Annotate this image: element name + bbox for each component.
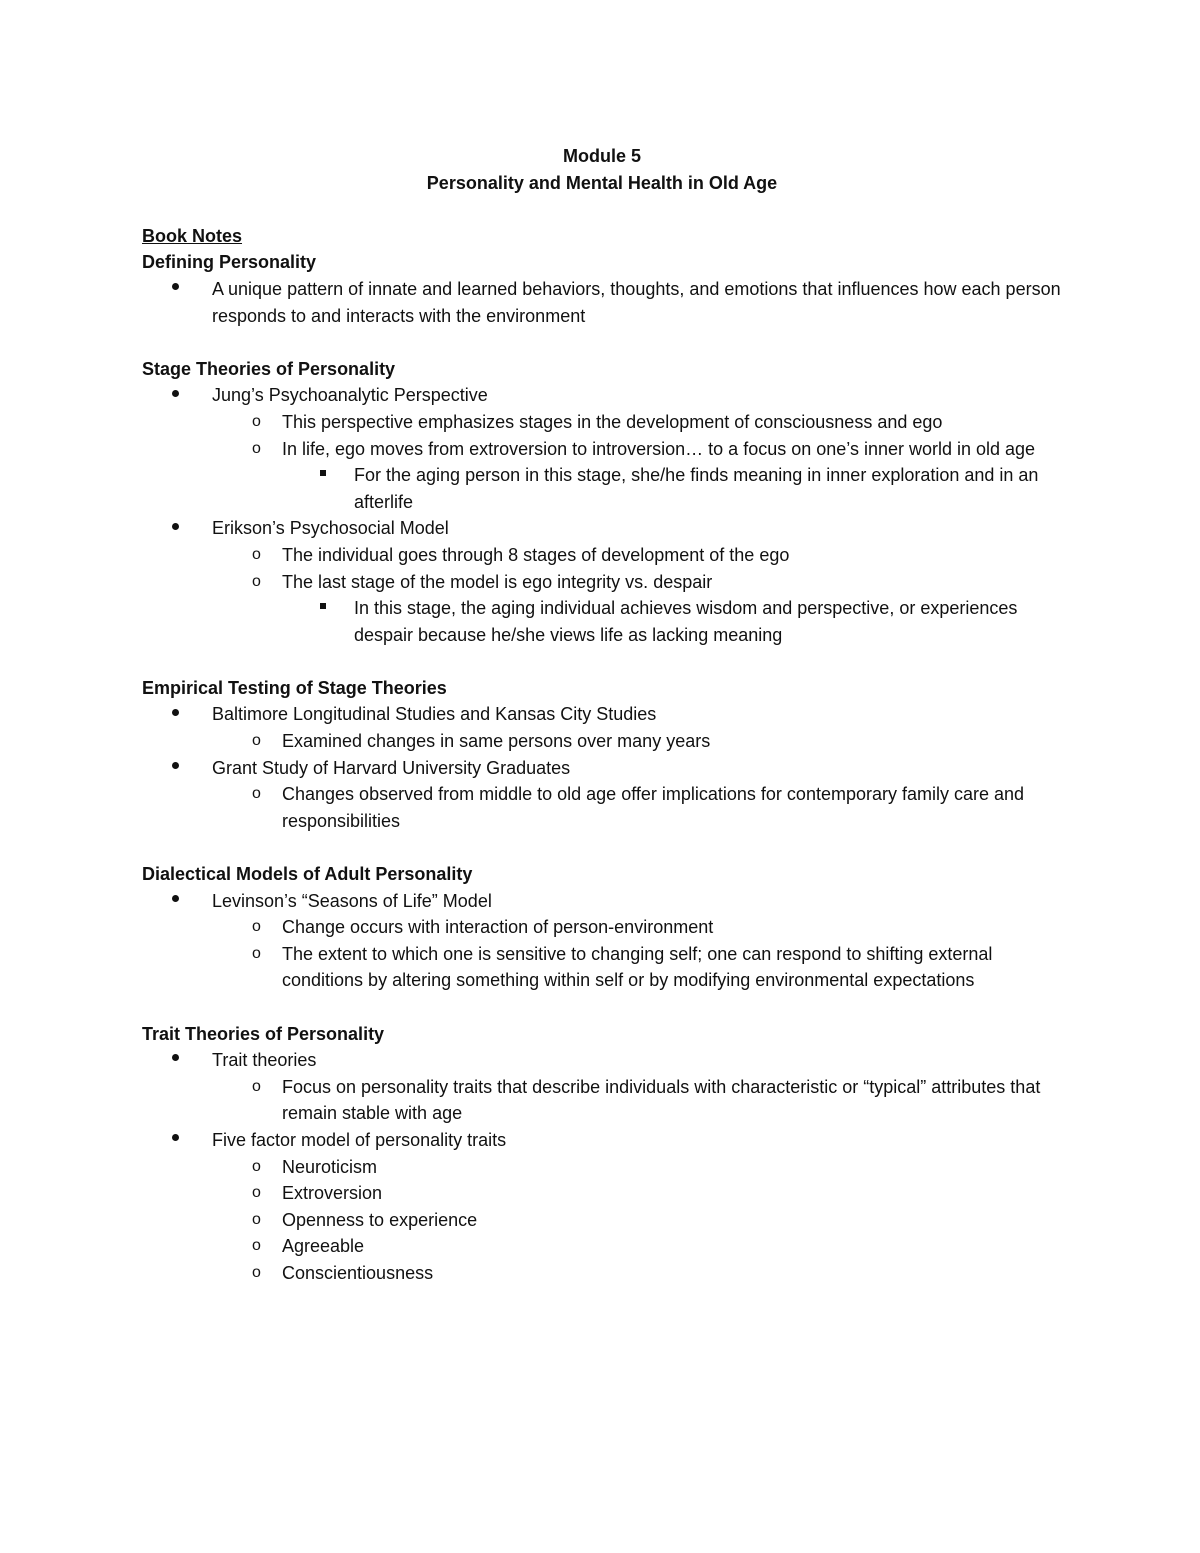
sub-sub-list-item — [142, 462, 1062, 515]
spacer — [142, 196, 1062, 223]
sub-list-item — [142, 1180, 1062, 1207]
bullet-circle-icon: o — [252, 1184, 261, 1202]
bullet-icon — [320, 462, 326, 489]
list-item-text: Trait theories — [212, 1050, 317, 1071]
sub-list-item-text: Agreeable — [282, 1236, 365, 1257]
sub-list-item-text: The individual goes through 8 stages of development of the ego — [282, 544, 790, 565]
sub-list-item — [142, 1207, 1062, 1234]
bullet-dot-icon — [172, 762, 179, 769]
bullet-icon — [172, 701, 179, 728]
sub-list-item-text: The last stage of the model is ego integrity vs. despair — [282, 571, 713, 592]
sub-list-item — [142, 1260, 1062, 1287]
bullet-dot-icon — [172, 283, 179, 290]
sub-list-item — [142, 728, 1062, 755]
bullet-square-icon — [320, 470, 326, 476]
sub-list-item-text: This perspective emphasizes stages in the development of consciousness and ego — [282, 411, 943, 432]
sub-list-item — [142, 1074, 1062, 1127]
list-item — [142, 382, 1062, 409]
document-body — [142, 143, 1062, 1287]
spacer — [142, 994, 1062, 1021]
section-list — [142, 276, 1062, 329]
list-item-text: Five factor model of personality traits — [212, 1129, 507, 1150]
bullet-circle-icon: o — [252, 1210, 261, 1228]
bullet-circle-icon: o — [252, 572, 261, 590]
section-heading: Stage Theories of Personality — [142, 358, 396, 379]
list-item — [142, 276, 1062, 329]
sub-list-item-text: Extroversion — [282, 1183, 383, 1204]
spacer — [142, 329, 1062, 356]
sub-list-item-text: Conscientiousness — [282, 1262, 434, 1283]
sub-sub-list-item-text: For the aging person in this stage, she/he finds meaning in inner exploration and in an afterlife — [354, 465, 1039, 512]
list-item — [142, 888, 1062, 915]
sub-list-item-text: The extent to which one is sensitive to changing self; one can respond to shifting external conditions by altering something within self or by modifying environmental expectations — [282, 943, 993, 991]
bullet-circle-icon: o — [252, 1237, 261, 1255]
section-list — [142, 1047, 1062, 1286]
list-item — [142, 755, 1062, 782]
sub-list-item — [142, 569, 1062, 596]
bullet-dot-icon — [172, 523, 179, 530]
section-heading: Empirical Testing of Stage Theories — [142, 677, 447, 698]
bullet-icon — [172, 382, 179, 409]
spacer — [142, 834, 1062, 861]
bullet-dot-icon — [172, 1134, 179, 1141]
sub-list-item — [142, 1233, 1062, 1260]
section-list — [142, 888, 1062, 994]
sub-list-item — [142, 1154, 1062, 1181]
bullet-circle-icon: o — [252, 1263, 261, 1281]
list-item-text: Levinson’s “Seasons of Life” Model — [212, 890, 492, 911]
bullet-icon — [172, 888, 179, 915]
spacer — [142, 648, 1062, 675]
section-heading: Trait Theories of Personality — [142, 1023, 385, 1044]
bullet-dot-icon — [172, 1054, 179, 1061]
sub-list-item — [142, 941, 1062, 994]
bullet-circle-icon: o — [252, 439, 261, 457]
bullet-circle-icon: o — [252, 1077, 261, 1095]
sub-list-item — [142, 436, 1062, 463]
sub-sub-list-item — [142, 595, 1062, 648]
sub-list-item-text: Neuroticism — [282, 1156, 378, 1177]
bullet-icon — [172, 1047, 179, 1074]
sub-list-item-text: Openness to experience — [282, 1209, 478, 1230]
bullet-circle-icon: o — [252, 545, 261, 563]
list-item — [142, 515, 1062, 542]
bullet-circle-icon: o — [252, 785, 261, 803]
section-heading: Defining Personality — [142, 252, 317, 273]
sub-list-item-text: Examined changes in same persons over many years — [282, 731, 711, 752]
sections-container — [142, 249, 1062, 1286]
list-item — [142, 701, 1062, 728]
list-item-text: Baltimore Longitudinal Studies and Kansas City Studies — [212, 704, 657, 725]
bullet-square-icon — [320, 603, 326, 609]
bullet-circle-icon: o — [252, 1157, 261, 1175]
list-item — [142, 1047, 1062, 1074]
section-list — [142, 701, 1062, 834]
list-item-text: A unique pattern of innate and learned behaviors, thoughts, and emotions that influences how each person responds to and interacts with the environment — [212, 278, 1061, 326]
bullet-icon — [172, 276, 179, 303]
list-item-text: Grant Study of Harvard University Graduates — [212, 757, 571, 778]
sub-list-item-text: In life, ego moves from extroversion to introversion… to a focus on one’s inner world in old age — [282, 438, 1036, 459]
bullet-dot-icon — [172, 709, 179, 716]
list-item-text: Jung’s Psychoanalytic Perspective — [212, 385, 488, 406]
section-heading: Dialectical Models of Adult Personality — [142, 864, 473, 885]
module-title: Module 5 — [562, 146, 641, 166]
sub-list-item-text: Focus on personality traits that describe individuals with characteristic or “typical” attributes that remain stable with age — [282, 1076, 1041, 1124]
bullet-circle-icon: o — [252, 944, 261, 962]
bullet-dot-icon — [172, 895, 179, 902]
document-title: Personality and Mental Health in Old Age — [426, 172, 778, 193]
bullet-icon — [172, 515, 179, 542]
sub-list-item — [142, 409, 1062, 436]
bullet-circle-icon: o — [252, 412, 261, 430]
bullet-icon — [320, 595, 326, 622]
book-notes-label: Book Notes — [142, 225, 243, 246]
list-item — [142, 1127, 1062, 1154]
list-item-text: Erikson’s Psychosocial Model — [212, 518, 449, 539]
sub-list-item — [142, 781, 1062, 834]
sub-list-item — [142, 914, 1062, 941]
sub-list-item-text: Changes observed from middle to old age offer implications for contemporary family care and responsibilities — [282, 784, 1025, 831]
sub-list-item-text: Change occurs with interaction of person-environment — [282, 917, 714, 938]
section-list — [142, 382, 1062, 648]
bullet-dot-icon — [172, 390, 179, 397]
bullet-circle-icon: o — [252, 732, 261, 750]
bullet-circle-icon: o — [252, 918, 261, 936]
sub-list-item — [142, 542, 1062, 569]
sub-sub-list-item-text: In this stage, the aging individual achieves wisdom and perspective, or experiences despair because he/she views life as lacking meaning — [354, 598, 1018, 645]
bullet-icon — [172, 1127, 179, 1154]
bullet-icon — [172, 755, 179, 782]
